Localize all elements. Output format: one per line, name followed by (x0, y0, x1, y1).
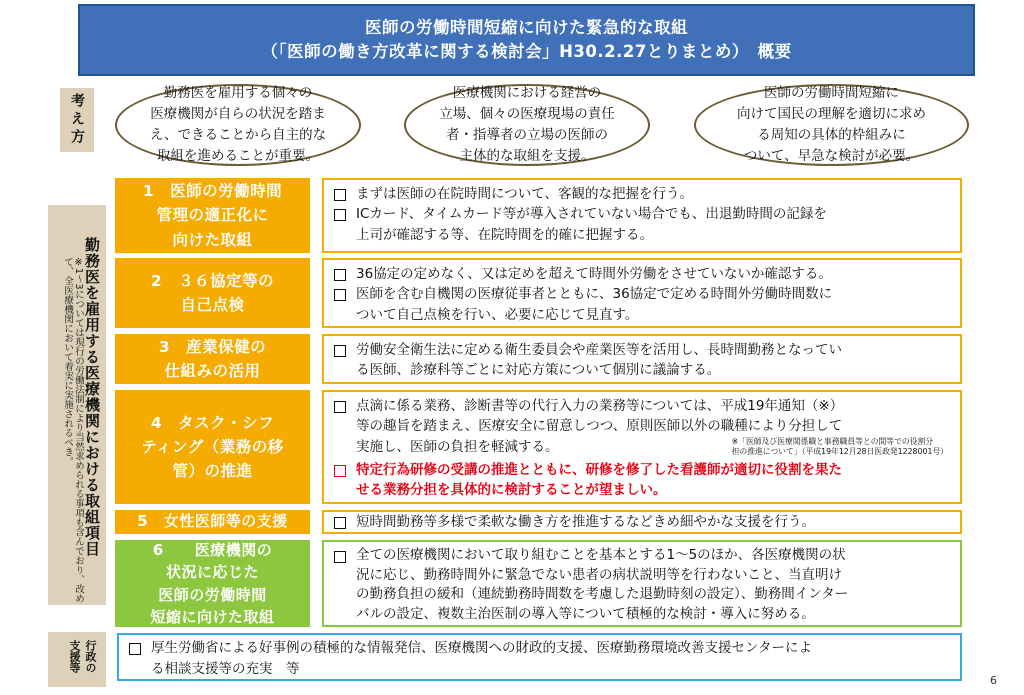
checkbox-icon (334, 401, 346, 413)
item-3-title (115, 334, 310, 384)
principle-oval-1 (115, 84, 361, 166)
item-4-title-text: 4 タスク・シフ ティング（業務の移 管）の推進 (141, 413, 284, 480)
checkbox-icon (334, 269, 346, 281)
item-2-title-text: 2 ３６協定等の 自己点検 (150, 271, 275, 314)
principle-oval-1-text: 勤務医を雇用する個々の 医療機関が自らの状況を踏ま え、できることから自主的な 取組を進めることが重要。 (149, 85, 327, 164)
item-4-bullet-red (334, 460, 952, 501)
item-2-bullet-2 (334, 284, 952, 325)
item-3-title-text: 3 産業保健の 仕組みの活用 (158, 337, 267, 380)
support-content (117, 633, 962, 681)
item-6-content (322, 540, 962, 627)
item-4-bullet-red-text: 特定行為研修の受講の推進とともに、研修を修了した看護師が適切に役割を果た せる業務分担を具体的に検討することが望ましい。 (356, 462, 842, 499)
page-number: 6 (990, 674, 997, 687)
item-2-bullet-1 (334, 264, 952, 284)
checkbox-icon (334, 209, 346, 221)
item-6-title (115, 540, 310, 627)
left-main-label: 勤務医を雇用する医療機関における取組項目 (83, 237, 101, 557)
item-4-bullet-1-text: 点滴に係る業務、診断書等の代行入力の業務等については、平成19年通知（※） 等の趣旨を踏まえ、医療安全に留意しつつ、原則医師以外の職種により分担して 実施し、医師の負担を軽減する。 (356, 398, 844, 455)
item-6-bullet-1-text: 全ての医療機関において取り組むことを基本とする1～5のほか、各医療機関の状 況に応じ、勤務時間外に緊急でない患者の病状説明等を行わないこと、当直明け の勤務負担の緩和（連続勤務時間数を考慮した退勤時刻の設定）、勤務間インター バルの設定、複数主治医制の導入等について積極的な検討・導入に努める。 (356, 547, 849, 622)
support-bullet (129, 638, 954, 680)
item-1-bullet-1 (334, 184, 952, 204)
item-1-bullet-2-text: ICカード、タイムカード等が導入されていない場合でも、出退勤時間の記録を 上司が確認する等、在院時間を的確に把握する。 (356, 206, 827, 243)
item-2-bullet-1-text: 36協定の定めなく、又は定めを超えて時間外労働をさせていないか確認する。 (356, 266, 832, 282)
item-2-content (322, 258, 962, 328)
item-6-title-text: 6 医療機関の 状況に応じた 医師の労働時間 短縮に向けた取組 (150, 540, 275, 626)
item-6-bullet-1 (334, 546, 952, 624)
principle-oval-3-text: 医師の労働時間短縮に 向けて国民の理解を適切に求め る周知の具体的枠組みに ついて、早急な検討が必要。 (737, 85, 926, 164)
label-gyosei-line-1: 行政の (84, 640, 97, 673)
item-1-bullet-2 (334, 204, 952, 245)
item-1-bullet-1-text: まずは医師の在院時間について、客観的な把握を行う。 (356, 186, 693, 202)
left-note: ※1～3については現行の労働法制により当然求められる事項も含んでおり、改めて、全医療機関において着実に実施されるべき。 (62, 257, 84, 604)
item-1-title (115, 178, 310, 253)
item-3-content (322, 334, 962, 384)
checkbox-icon (334, 345, 346, 357)
label-kangaekata-text: 考え方 (69, 93, 85, 147)
item-3-bullet-1 (334, 340, 952, 381)
item-2-title (115, 258, 310, 328)
title-line-1: 医師の労働時間短縮に向けた緊急的な取組 (365, 18, 688, 38)
checkbox-icon (334, 289, 346, 301)
item-5-bullet-1 (334, 512, 952, 532)
item-1-content (322, 178, 962, 253)
item-5-bullet-1-text: 短時間勤務等多様で柔軟な働き方を推進するなどきめ細やかな支援を行う。 (356, 514, 815, 530)
item-5-content (322, 510, 962, 534)
checkbox-icon (129, 643, 141, 655)
label-kangaekata (60, 88, 94, 152)
item-4-content (322, 390, 962, 504)
label-gyosei-line-2: 支援等 (68, 640, 81, 673)
left-column-label (48, 205, 106, 605)
checkbox-icon (334, 517, 346, 529)
principle-oval-2 (404, 84, 650, 166)
checkbox-icon (334, 465, 346, 477)
title-banner (78, 4, 975, 76)
item-4-note: ※「医師及び医療関係職と事務職員等との間等での役割分 担の推進について」（平成19年12月28日医政発1228001号） (731, 436, 948, 456)
checkbox-icon (334, 551, 346, 563)
label-gyosei (48, 632, 106, 687)
item-3-bullet-1-text: 労働安全衛生法に定める衛生委員会や産業医等を活用し、長時間勤務となってい る医師、診療科等ごとに対応方策について個別に議論する。 (356, 342, 842, 379)
item-1-title-text: 1 医師の労働時間 管理の適正化に 向けた取組 (142, 182, 283, 249)
item-2-bullet-2-text: 医師を含む自機関の医療従事者とともに、36協定で定める時間外労働時間数に ついて自己点検を行い、必要に応じて見直す。 (356, 286, 833, 323)
checkbox-icon (334, 189, 346, 201)
item-5-title-text: 5 女性医師等の支援 (137, 512, 288, 531)
principle-oval-2-text: 医療機関における経営の 立場、個々の医療現場の責任 者・指導者の立場の医師の 主体的な取組を支援。 (439, 85, 615, 164)
support-bullet-text: 厚生労働省による好事例の積極的な情報発信、医療機関への財政的支援、医療勤務環境改善支援センターによ る相談支援等の充実 等 (151, 640, 812, 677)
item-4-title (115, 390, 310, 504)
title-line-2: （「医師の働き方改革に関する検討会」H30.2.27とりまとめ） 概要 (261, 42, 792, 61)
principle-oval-3 (694, 84, 969, 166)
item-5-title (115, 510, 310, 534)
